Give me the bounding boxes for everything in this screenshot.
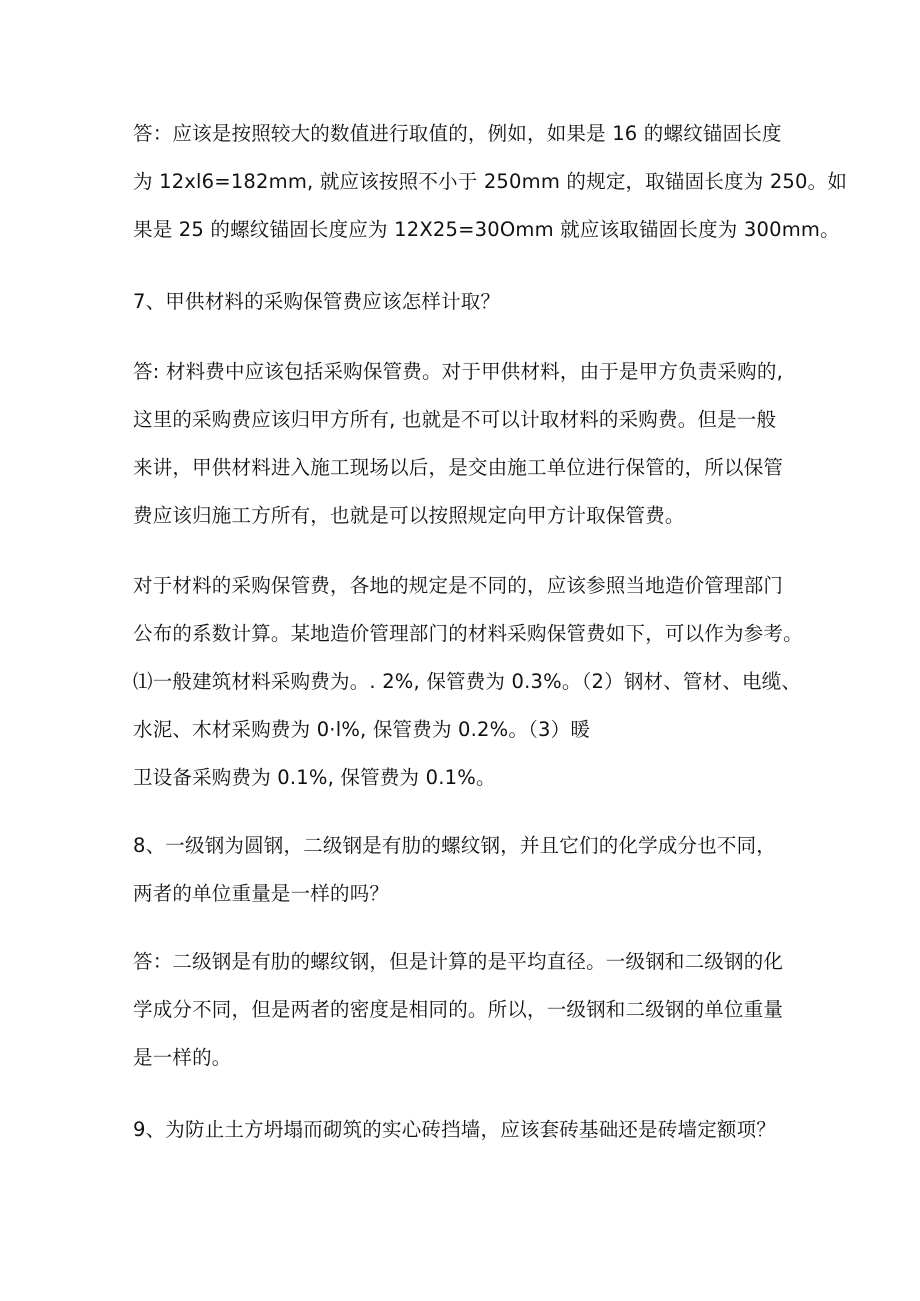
text-line: 果是 25 的螺纹锚固长度应为 12X25=30Omm 就应该取锚固长度为 300mm。 — [133, 218, 840, 241]
text-line: 来讲，甲供材料进入施工现场以后，是交由施工单位进行保管的，所以保管 — [133, 456, 784, 479]
question-8-heading — [133, 822, 823, 918]
text-line: 答: 材料费中应该包括采购保管费。对于甲供材料，由于是甲方负责采购的, — [133, 360, 783, 383]
text-line: 为 12xl6=182mm, 就应该按照不小于 250mm 的规定，取锚固长度为 250。如 — [133, 170, 848, 193]
text-line: 费应该归施工方所有，也就是可以按照规定向甲方计取保管费。 — [133, 504, 685, 527]
text-line: 答：二级钢是有肋的螺纹钢，但是计算的是平均直径。一级钢和二级钢的化 — [133, 950, 784, 973]
answer-7-paragraph — [133, 348, 823, 540]
question-7-heading — [133, 278, 823, 326]
text-line: 水泥、木材采购费为 0·l%, 保管费为 0.2%。（3）暖 — [133, 718, 591, 741]
text-line: 7、甲供材料的采购保管费应该怎样计取？ — [133, 290, 501, 313]
text-line: 是一样的。 — [133, 1046, 232, 1069]
text-line: 公布的系数计算。某地造价管理部门的材料采购保管费如下，可以作为参考。 — [133, 622, 803, 645]
text-line: 9、为防止土方坍塌而砌筑的实心砖挡墙，应该套砖基础还是砖墙定额项？ — [133, 1118, 777, 1141]
text-line: 学成分不同，但是两者的密度是相同的。所以，一级钢和二级钢的单位重量 — [133, 998, 784, 1021]
answer-6-paragraph — [133, 110, 848, 254]
question-9-heading — [133, 1106, 823, 1154]
text-line: 8、一级钢为圆钢，二级钢是有肋的螺纹钢，并且它们的化学成分也不同， — [133, 834, 777, 857]
text-line: 对于材料的采购保管费，各地的规定是不同的，应该参照当地造价管理部门 — [133, 574, 784, 597]
text-line: 两者的单位重量是一样的吗？ — [133, 882, 390, 905]
text-line: 这里的采购费应该归甲方所有, 也就是不可以计取材料的采购费。但是一般 — [133, 408, 777, 431]
text-line: 卫设备采购费为 0.1%, 保管费为 0.1%。 — [133, 766, 496, 789]
answer-7-continued-paragraph — [133, 562, 823, 802]
answer-8-paragraph — [133, 938, 823, 1082]
text-line: ⑴一般建筑材料采购费为。. 2%, 保管费为 0.3%。（2）钢材、管材、电缆、 — [133, 670, 802, 693]
text-line: 答：应该是按照较大的数值进行取值的，例如，如果是 16 的螺纹锚固长度 — [133, 122, 782, 145]
